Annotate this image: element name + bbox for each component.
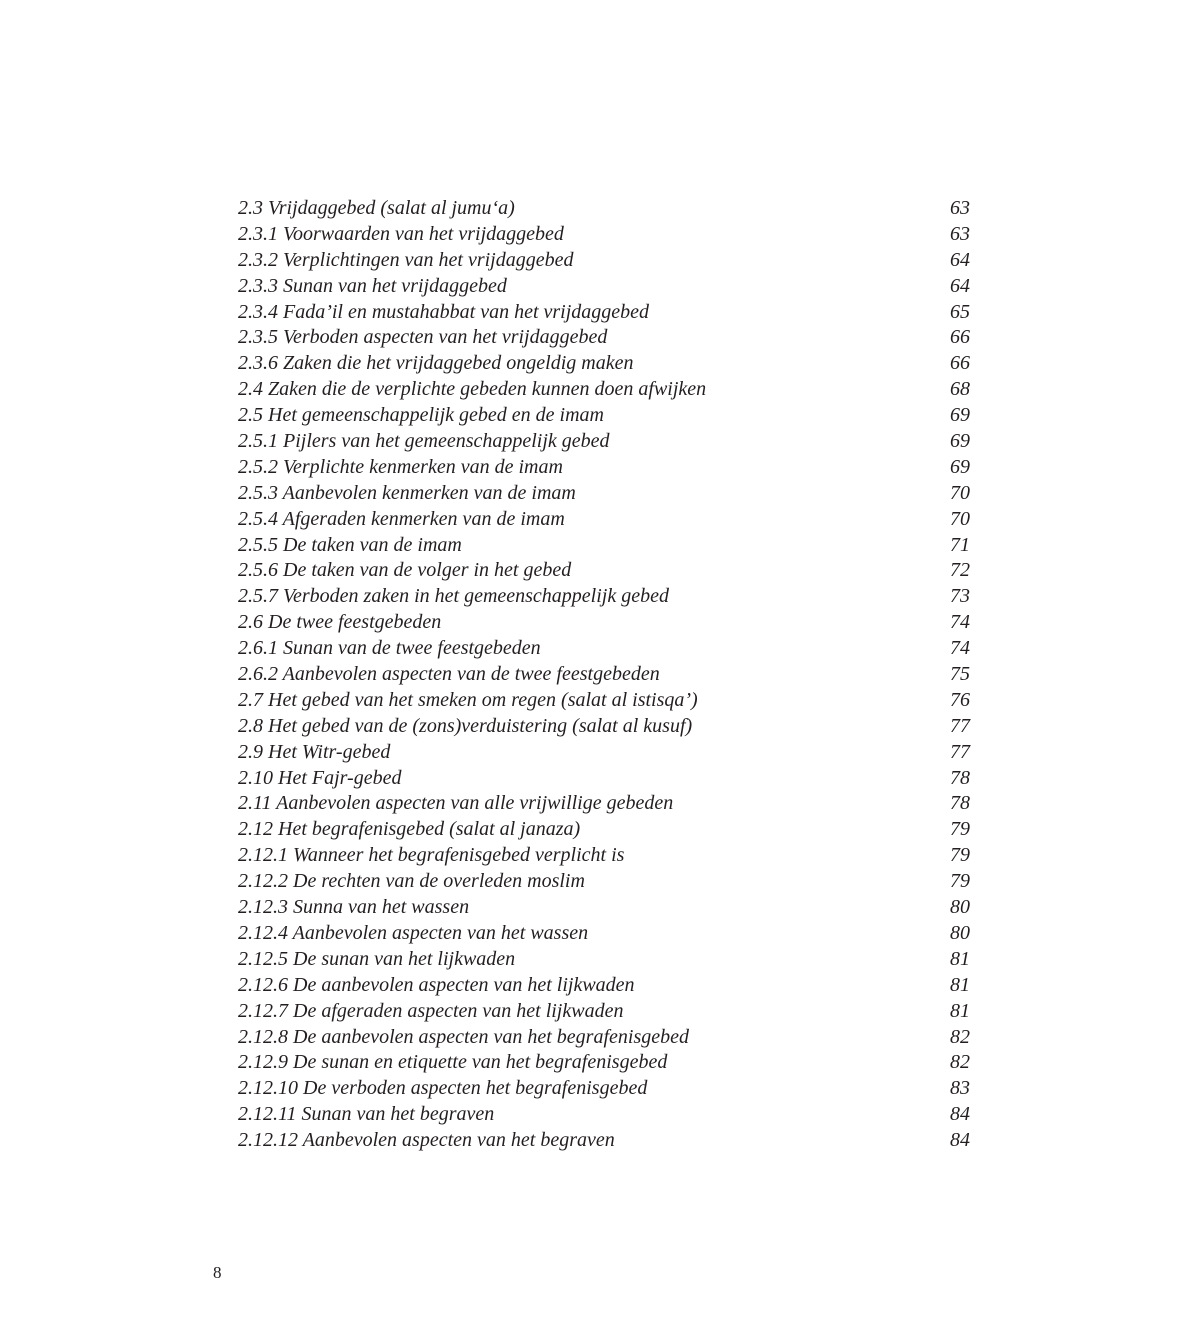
toc-entry-page: 69: [950, 430, 970, 453]
toc-entry-title: 2.3.6 Zaken die het vrijdaggebed ongeldig maken: [238, 352, 634, 375]
toc-entry: [238, 817, 970, 843]
toc-entry-page: 70: [950, 507, 970, 530]
toc-entry: [238, 1025, 970, 1051]
toc-entry-title: 2.5.3 Aanbevolen kenmerken van de imam: [238, 481, 576, 504]
toc-entry-page: 81: [950, 973, 970, 996]
toc-entry-page: 81: [950, 999, 970, 1022]
toc-entry-page: 80: [950, 921, 970, 944]
toc-entry-page: 81: [950, 947, 970, 970]
toc-entry-title: 2.12 Het begrafenisgebed (salat al janaza): [238, 818, 581, 841]
toc-entry: [238, 999, 970, 1025]
toc-entry: [238, 688, 970, 714]
toc-entry: [238, 895, 970, 921]
toc-entry: [238, 740, 970, 766]
toc-entry-title: 2.4 Zaken die de verplichte gebeden kunnen doen afwijken: [238, 378, 707, 401]
toc-entry: [238, 248, 970, 274]
toc-entry-title: 2.5.6 De taken van de volger in het gebed: [238, 559, 572, 582]
toc-entry: [238, 507, 970, 533]
toc-entry: [238, 1102, 970, 1128]
toc-entry-page: 78: [950, 766, 970, 789]
toc-entry: [238, 610, 970, 636]
toc-entry-title: 2.5.1 Pijlers van het gemeenschappelijk gebed: [238, 430, 610, 453]
toc-entry-title: 2.12.11 Sunan van het begraven: [238, 1103, 495, 1126]
toc-entry-page: 73: [950, 585, 970, 608]
toc-entry-title: 2.3 Vrijdaggebed (salat al jumu‘a): [238, 197, 515, 219]
toc-entry-title: 2.12.5 De sunan van het lijkwaden: [238, 947, 516, 970]
toc-entry-title: 2.3.5 Verboden aspecten van het vrijdaggebed: [238, 326, 608, 349]
toc-entry-title: 2.12.6 De aanbevolen aspecten van het lijkwaden: [238, 973, 635, 996]
toc-entry-page: 76: [950, 688, 970, 711]
toc-entry-title: 2.8 Het gebed van de (zons)verduistering (salat al kusuf): [238, 714, 693, 737]
toc-entry: [238, 1128, 970, 1154]
toc-entry-page: 68: [950, 378, 970, 401]
toc-entry: [238, 766, 970, 792]
toc-entry-title: 2.10 Het Fajr-gebed: [238, 766, 402, 789]
toc-entry: [238, 196, 970, 222]
toc-entry-page: 70: [950, 481, 970, 504]
toc-entry-title: 2.12.7 De afgeraden aspecten van het lijkwaden: [238, 999, 624, 1022]
toc-entry-page: 75: [950, 663, 970, 686]
toc-entry-page: 78: [950, 792, 970, 815]
toc-entry-title: 2.3.3 Sunan van het vrijdaggebed: [238, 274, 507, 297]
toc-entry: [238, 921, 970, 947]
toc-entry: [238, 973, 970, 999]
toc-entry-title: 2.12.8 De aanbevolen aspecten van het begrafenisgebed: [238, 1025, 689, 1048]
toc-entry-title: 2.6 De twee feestgebeden: [238, 611, 442, 634]
toc-entry-page: 69: [950, 455, 970, 478]
toc-entry: [238, 533, 970, 559]
toc-entry-title: 2.7 Het gebed van het smeken om regen (salat al istisqa’): [238, 688, 698, 711]
toc-entry-title: 2.5.4 Afgeraden kenmerken van de imam: [238, 507, 565, 530]
table-of-contents: [238, 196, 970, 1154]
toc-entry: [238, 662, 970, 688]
toc-entry-page: 77: [950, 740, 970, 763]
toc-entry-page: 80: [950, 896, 970, 919]
toc-entry-page: 82: [950, 1051, 970, 1074]
toc-entry-page: 64: [950, 248, 970, 271]
toc-entry-page: 71: [950, 533, 970, 556]
toc-entry-title: 2.12.2 De rechten van de overleden moslim: [238, 870, 585, 893]
toc-entry-title: 2.5 Het gemeenschappelijk gebed en de imam: [238, 404, 604, 427]
toc-entry: [238, 325, 970, 351]
toc-entry-title: 2.6.2 Aanbevolen aspecten van de twee feestgebeden: [238, 663, 660, 686]
toc-entry: [238, 558, 970, 584]
toc-entry-title: 2.12.4 Aanbevolen aspecten van het wassen: [238, 921, 589, 944]
toc-entry-title: 2.3.1 Voorwaarden van het vrijdaggebed: [238, 222, 564, 245]
toc-entry: [238, 1076, 970, 1102]
toc-entry-title: 2.3.4 Fada’il en mustahabbat van het vrijdaggebed: [238, 300, 650, 323]
toc-entry: [238, 403, 970, 429]
toc-entry-title: 2.12.1 Wanneer het begrafenisgebed verplicht is: [238, 844, 625, 867]
toc-entry-page: 77: [950, 714, 970, 737]
toc-entry-title: 2.12.3 Sunna van het wassen: [238, 896, 470, 919]
toc-entry-title: 2.5.2 Verplichte kenmerken van de imam: [238, 455, 563, 478]
toc-entry-page: 79: [950, 818, 970, 841]
toc-entry-page: 66: [950, 352, 970, 375]
toc-entry-title: 2.12.12 Aanbevolen aspecten van het begraven: [238, 1129, 615, 1152]
toc-entry-page: 84: [950, 1103, 970, 1126]
toc-entry: [238, 869, 970, 895]
toc-entry: [238, 584, 970, 610]
toc-entry-page: 79: [950, 870, 970, 893]
toc-entry: [238, 274, 970, 300]
toc-entry-title: 2.12.10 De verboden aspecten het begrafenisgebed: [238, 1077, 648, 1100]
toc-entry-page: 63: [950, 197, 970, 219]
toc-entry-page: 65: [950, 300, 970, 323]
toc-entry: [238, 377, 970, 403]
page-number: 8: [213, 1263, 222, 1282]
toc-entry-title: 2.9 Het Witr-gebed: [238, 740, 391, 763]
toc-entry-page: 74: [950, 637, 970, 660]
toc-entry: [238, 843, 970, 869]
toc-entry-page: 63: [950, 222, 970, 245]
toc-entry-page: 83: [950, 1077, 970, 1100]
toc-entry-title: 2.3.2 Verplichtingen van het vrijdaggebed: [238, 248, 574, 271]
toc-entry-title: 2.11 Aanbevolen aspecten van alle vrijwillige gebeden: [238, 792, 674, 815]
toc-entry: [238, 455, 970, 481]
toc-entry-page: 72: [950, 559, 970, 582]
toc-entry: [238, 351, 970, 377]
toc-entry-title: 2.5.7 Verboden zaken in het gemeenschappelijk gebed: [238, 585, 669, 608]
toc-entry-page: 74: [950, 611, 970, 634]
toc-entry: [238, 791, 970, 817]
toc-entry-page: 82: [950, 1025, 970, 1048]
toc-entry: [238, 481, 970, 507]
toc-entry-page: 66: [950, 326, 970, 349]
toc-entry: [238, 222, 970, 248]
toc-entry-page: 79: [950, 844, 970, 867]
toc-entry: [238, 1050, 970, 1076]
toc-entry-title: 2.5.5 De taken van de imam: [238, 533, 462, 556]
toc-entry-page: 64: [950, 274, 970, 297]
toc-entry-page: 84: [950, 1129, 970, 1152]
toc-entry: [238, 300, 970, 326]
toc-entry-title: 2.12.9 De sunan en etiquette van het begrafenisgebed: [238, 1051, 668, 1074]
toc-entry: [238, 429, 970, 455]
toc-entry-page: 69: [950, 404, 970, 427]
toc-entry: [238, 947, 970, 973]
toc-entry: [238, 714, 970, 740]
toc-entry: [238, 636, 970, 662]
toc-entry-title: 2.6.1 Sunan van de twee feestgebeden: [238, 637, 541, 660]
